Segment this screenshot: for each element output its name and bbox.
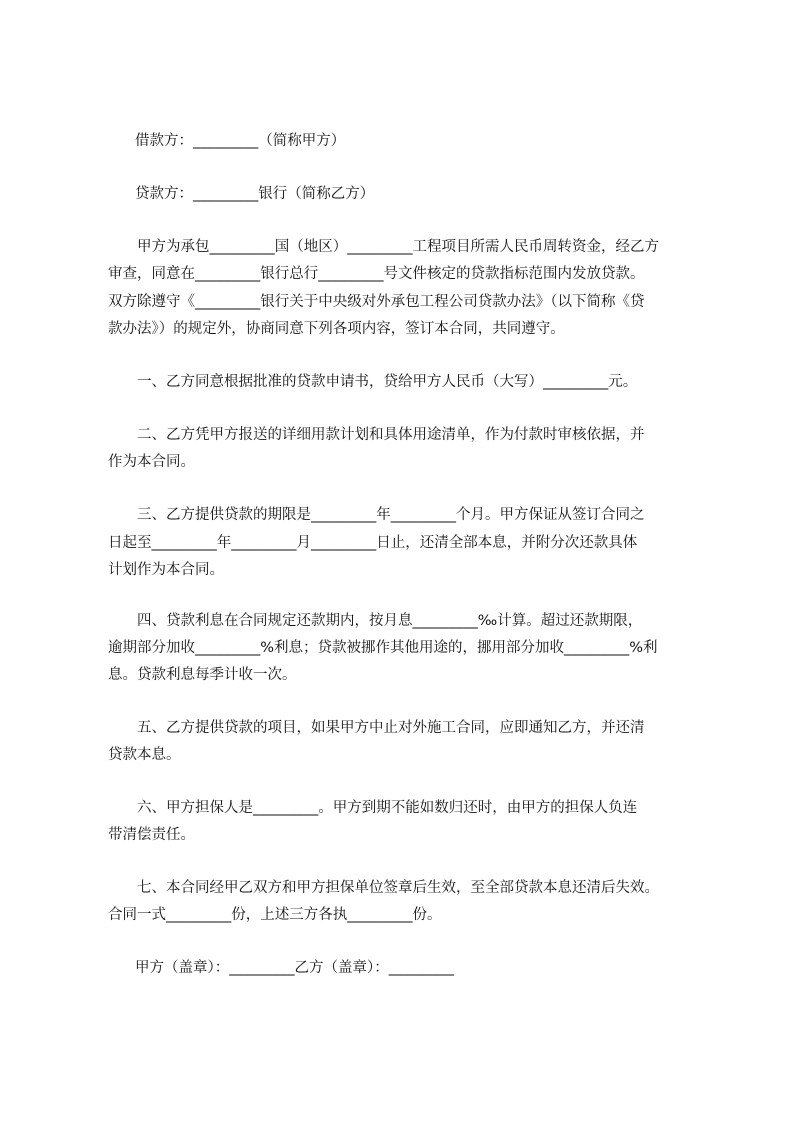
- clause-2-line-2: 作为本合同。: [108, 454, 195, 470]
- clause-7-line-1: 七、本合同经甲乙双方和甲方担保单位签章后生效，至全部贷款本息还清后失效。: [137, 880, 659, 896]
- signature-line: 甲方（盖章）：_________乙方（盖章）：_________: [135, 960, 454, 976]
- clause-6-line-1: 六、甲方担保人是_________。甲方到期不能如数归还时，由甲方的担保人负连: [137, 800, 638, 816]
- clause-1-line-1: 一、乙方同意根据批准的贷款申请书，贷给甲方人民币（大写）_________元。: [137, 374, 638, 390]
- clause-5-line-1: 五、乙方提供贷款的项目，如果甲方中止对外施工合同，应即通知乙方，并还清: [137, 720, 645, 736]
- clause-6-line-2: 带清偿责任。: [108, 827, 195, 843]
- clause-3-line-2: 日起至_________年_________月_________日止，还清全部本息，并附分次还款具体: [108, 535, 638, 551]
- preamble-line-3: 双方除遵守《_________银行关于中央级对外承包工程公司贷款办法》（以下简称《贷: [108, 294, 645, 310]
- clause-4-line-3: 息。贷款利息每季计收一次。: [108, 667, 297, 683]
- lender-line: 贷款方：_________银行（简称乙方）: [135, 186, 375, 202]
- clause-5-line-2: 贷款本息。: [108, 747, 181, 763]
- clause-4-line-2: 逾期部分加收_________%利息；贷款被挪作其他用途的，挪用部分加收_________%利: [108, 640, 658, 656]
- clause-2-line-1: 二、乙方凭甲方报送的详细用款计划和具体用途清单，作为付款时审核依据，并: [137, 427, 645, 443]
- clause-4-line-1: 四、贷款利息在合同规定还款期内，按月息_________‰计算。超过还款期限，: [137, 613, 643, 629]
- clause-3-line-3: 计划作为本合同。: [108, 562, 224, 578]
- preamble-line-2: 审查，同意在_________银行总行_________号文件核定的贷款指标范围内发放贷款。: [108, 266, 645, 282]
- preamble-line-1: 甲方为承包_________国（地区）_________工程项目所需人民币周转资金，经乙方: [137, 239, 659, 255]
- clause-7-line-2: 合同一式_________份，上述三方各执_________份。: [108, 907, 442, 923]
- clause-3-line-1: 三、乙方提供贷款的期限是_________年_________个月。甲方保证从签订合同之: [137, 507, 645, 523]
- borrower-line: 借款方：_________（简称甲方）: [135, 133, 346, 149]
- preamble-line-4: 款办法》）的规定外，协商同意下列各项内容，签订本合同，共同遵守。: [108, 321, 565, 337]
